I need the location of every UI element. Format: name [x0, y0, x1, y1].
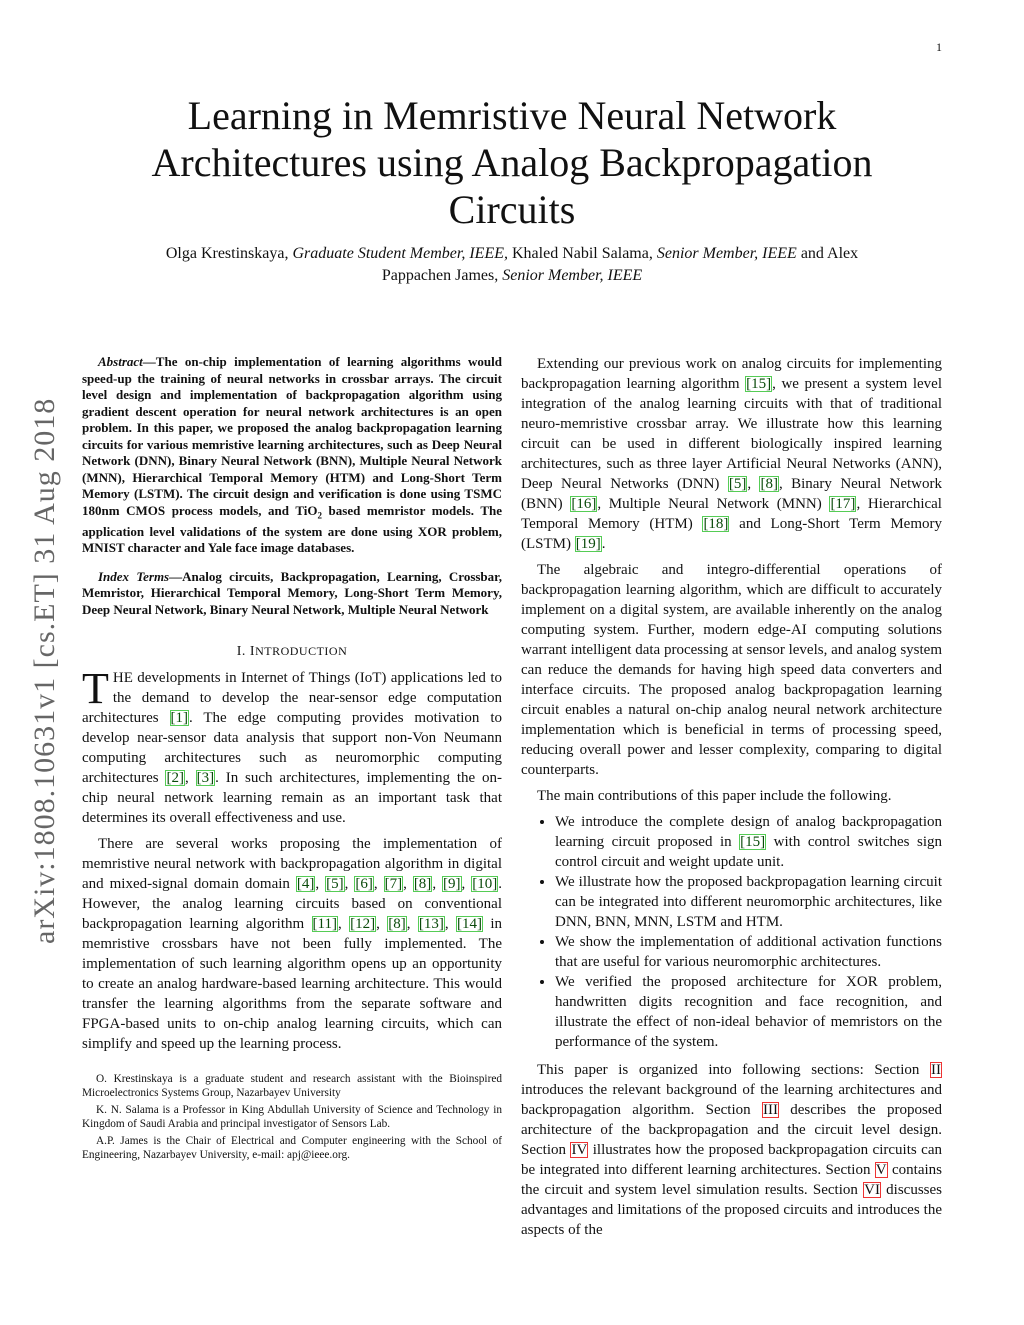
title-line-1: Learning in Memristive Neural Network — [187, 93, 837, 138]
citation-link[interactable]: [5] — [728, 476, 747, 492]
intro-paragraph-1 — [82, 664, 502, 828]
section-heading-introduction — [82, 644, 502, 660]
right-p1-text: , Binary Neural Network (BNN) — [521, 476, 942, 512]
left-column — [82, 354, 502, 1165]
right-p4-text: describes the proposed architecture of the backpropagation and the circuit level design. Section — [521, 1102, 942, 1158]
citation-link[interactable]: [10] — [472, 876, 498, 893]
citation-link[interactable]: [1] — [170, 710, 189, 727]
paper-title — [110, 92, 914, 233]
citation-link[interactable]: [7] — [384, 876, 403, 893]
right-paragraph-2: The algebraic and integro-differential operations of backpropagation learning algorithm, which are difficult to accurately implement on a digital system, are available inherently on the analog computing system. Further, modern edge-AI computing solutions warrant intelligent data processing at sensor levels, and analog system can reduce the demands for having high speed data converters and interface circuits. The proposed analog backpropagation learning circuit enables a natural on-chip analog neural network architecture implementation which is beneficial in terms of processing speed, reducing overall power and lesser complexity, comparing to digital counterparts. — [521, 562, 942, 778]
contributions-list — [521, 812, 942, 1052]
abstract-subscript: 2 — [317, 510, 322, 521]
index-terms — [82, 569, 502, 619]
citation-link[interactable]: [11] — [312, 916, 337, 933]
drop-cap: T — [82, 664, 109, 714]
index-terms-text: —Analog circuits, Backpropagation, Learning, Crossbar, Memristor, Hierarchical Temporal Memory, Long-Short Term Memory, Deep Neural Network, Binary Neural Network, Multiple Neural Network — [82, 568, 502, 617]
intro-p2-text: . However, the analog learning circuits based on conventional backpropagation learning algorithm — [82, 876, 503, 933]
right-p4-text: discusses advantages and limitations of the proposed circuits and introduces the aspects of the — [521, 1182, 942, 1238]
author-1-name: Olga Krestinskaya, — [165, 245, 289, 262]
author-list — [90, 243, 934, 287]
author-3-name: Pappachen James, — [381, 267, 499, 284]
author-conjunction: and Alex — [800, 245, 859, 262]
contribution-item: • We show the implementation of additional activation functions that are useful for various neuromorphic architectures. — [555, 932, 942, 972]
section-ref-link[interactable]: III — [762, 1102, 778, 1118]
citation-link[interactable]: [17] — [830, 496, 856, 512]
section-title-rest: NTRODUCTION — [255, 644, 348, 659]
right-column — [521, 354, 942, 1240]
citation-link[interactable]: [16] — [571, 496, 597, 512]
intro-p1-text: , — [184, 770, 196, 787]
citation-link[interactable]: [8] — [413, 876, 432, 893]
right-p1-text: Extending our previous work on analog circuits for implementing backpropagation learning algorithm — [521, 356, 942, 392]
author-2-role: Senior Member, IEEE — [656, 245, 797, 262]
section-ref-link[interactable]: II — [931, 1062, 941, 1078]
intro-p2-text: in memristive crossbars have not been fully implemented. The implementation of such learning algorithm opens up an opportunity to create an analog hardware-based learning architecture. This would transfer the learning algorithms from the separate software and FPGA-based units to on-chip analog learning circuits, which can simplify and speed up the learning process. — [82, 916, 503, 1053]
right-p1-text: . — [601, 536, 606, 552]
contribution-text: with control switches sign control circuit and weight update unit. — [555, 834, 942, 870]
right-paragraph-3: The main contributions of this paper include the following. — [537, 788, 892, 804]
right-p4-text: illustrates how the proposed backpropagation circuits can be integrated into different learning architectures. Section — [521, 1142, 942, 1178]
index-terms-label: Index Terms — [98, 568, 170, 584]
contribution-text: We introduce the complete design of analog backpropagation learning circuit proposed in — [555, 814, 942, 850]
contribution-item: • We illustrate how the proposed backpropagation learning circuit can be integrated into different neuromorphic architectures, like DNN, BNN, MNN, LSTM and HTM. — [555, 872, 942, 932]
citation-link[interactable]: [15] — [746, 376, 772, 392]
right-p1-text: , we present a system level integration of the analog learning circuits with that of traditional neuro-memristive crossbar array. We illustrate how this learning circuit can be used in different biologically inspired learning architectures, such as three layer Artificial Neural Networks (ANN), Deep Neural Networks (DNN) — [521, 376, 943, 492]
citation-link[interactable]: [9] — [443, 876, 461, 893]
citation-link[interactable]: [6] — [355, 876, 373, 893]
contribution-item: • We verified the proposed architecture for XOR problem, handwritten digits recognition and face recognition, and illustrate the effect of non-ideal behavior of memristors on the performance of the system. — [555, 972, 942, 1052]
section-ref-link[interactable]: V — [875, 1162, 887, 1178]
intro-paragraph-2: There are several works proposing the implementation of memristive neural network with backpropagation algorithm in digital and mixed-signal domain domain [4], [5], [6], [7], [8], [9], [10]. However, the analog learning circuits based on conventional backpropagation learning algorithm [11], [12], [8], [13], [14] in memristive crossbars have not been fully implemented. The implementation of such learning algorithm opens up an opportunity to create an analog hardware-based learning architecture. This would transfer the learning algorithms from the separate software and FPGA-based units to on-chip analog learning circuits, which can simplify and speed up the learning process. — [82, 836, 503, 1053]
right-p1-text: and Long-Short Term Memory (LSTM) — [521, 516, 942, 552]
citation-link[interactable]: [19] — [575, 536, 601, 552]
right-p1-text: , Multiple Neural Network (MNN) — [597, 496, 830, 512]
section-title-initial: I — [249, 644, 256, 660]
right-p4-text: contains the circuit and system level simulation results. Section — [521, 1162, 942, 1198]
right-p4-text: introduces the relevant background of the learning architectures and backpropagation algorithm. Section — [521, 1082, 942, 1118]
right-p4-text: This paper is organized into following sections: Section — [537, 1062, 930, 1078]
citation-link[interactable]: [4] — [296, 876, 315, 893]
author-3-role: Senior Member, IEEE — [502, 267, 643, 284]
abstract-label: Abstract — [98, 354, 143, 369]
footnotes — [82, 1072, 502, 1162]
intro-p1-text: HE developments in Internet of Things (IoT) applications led to the demand to develop the near-sensor edge computation architectures — [82, 670, 502, 727]
intro-p1-text: . In such architectures, implementing the on-chip neural network learning remain as an important task that determines its overall effectiveness and use. — [82, 770, 502, 827]
citation-link[interactable]: [8] — [760, 476, 778, 492]
citation-link[interactable]: [5] — [326, 876, 344, 893]
right-paragraph-1: Extending our previous work on analog circuits for implementing backpropagation learning algorithm [15], we present a system level integration of the analog learning circuits with that of traditional neuro-memristive crossbar array. We illustrate how this learning circuit can be used in different biologically inspired learning architectures, such as three layer Artificial Neural Networks (ANN), Deep Neural Networks (DNN) [5], [8], Binary Neural Network (BNN) [16], Multiple Neural Network (MNN) [17], Hierarchical Temporal Memory (HTM) [18] and Long-Short Term Memory (LSTM) [19]. — [521, 356, 943, 552]
citation-link[interactable]: [14] — [456, 916, 482, 933]
abstract — [82, 354, 502, 557]
page-number: 1 — [936, 40, 942, 54]
author-1-role: Graduate Student Member, IEEE, — [292, 245, 508, 262]
citation-link[interactable]: [18] — [703, 516, 729, 532]
citation-link[interactable]: [13] — [418, 916, 444, 933]
intro-p1-text: . The edge computing provides motivation to develop near-sensor data analysis that support non-Von Neumann computing architectures such as neuromorphic computing architectures — [82, 710, 502, 787]
right-paragraph-4 — [521, 1060, 942, 1240]
citation-link[interactable]: [3] — [196, 770, 215, 787]
contribution-item — [555, 812, 942, 872]
title-line-2: Architectures using Analog Backpropagation — [151, 140, 873, 185]
author-2-name: Khaled Nabil Salama, — [512, 245, 653, 262]
right-p1-text: , Hierarchical Temporal Memory (HTM) — [521, 496, 942, 532]
section-ref-link[interactable]: IV — [571, 1142, 588, 1158]
citation-link[interactable]: [8] — [388, 916, 406, 933]
section-numeral: I. — [236, 644, 246, 660]
citation-link[interactable]: [15] — [740, 834, 766, 850]
abstract-text-b: based memristor models. The application level validations of the system are done using XOR problem, MNIST character and Yale face image databases. — [82, 502, 502, 556]
citation-link[interactable]: [2] — [166, 770, 184, 787]
intro-p2-text: There are several works proposing the implementation of memristive neural network with backpropagation algorithm in digital and mixed-signal domain domain — [82, 836, 502, 893]
citation-link[interactable]: [12] — [350, 916, 376, 933]
title-line-3: Circuits — [448, 187, 576, 232]
footnote-2: K. N. Salama is a Professor in King Abdullah University of Science and Technology in Kingdom of Saudi Arabia and principal investigator of Sensors Lab. — [82, 1104, 502, 1131]
abstract-text-a: —The on-chip implementation of learning algorithms would speed-up the training of neural networks in crossbar arrays. The circuit level design and implementation of backpropagation algorithm using gradient descent operation for neural network architectures is an open problem. In this paper, we proposed the analog backpropagation learning circuits for various memristive learning architectures, such as Deep Neural Network (DNN), Binary Neural Network (BNN), Multiple Neural Network (MNN), Hierarchical Temporal Memory (HTM) and Long-Short Term Memory (LSTM). The circuit design and verification is done using TSMC 180nm CMOS process models, and TiO — [82, 354, 502, 518]
section-ref-link[interactable]: VI — [864, 1182, 880, 1198]
footnote-3: A.P. James is the Chair of Electrical and Computer engineering with the School of Engineering, Nazarbayev University, e-mail: apj@ieee.org. — [82, 1135, 502, 1162]
footnote-1: O. Krestinskaya is a graduate student and research assistant with the Bioinspired Microelectronics Systems Group, Nazarbayev University — [82, 1073, 502, 1100]
arxiv-watermark: arXiv:1808.10631v1 [cs.ET] 31 Aug 2018 — [28, 397, 61, 944]
